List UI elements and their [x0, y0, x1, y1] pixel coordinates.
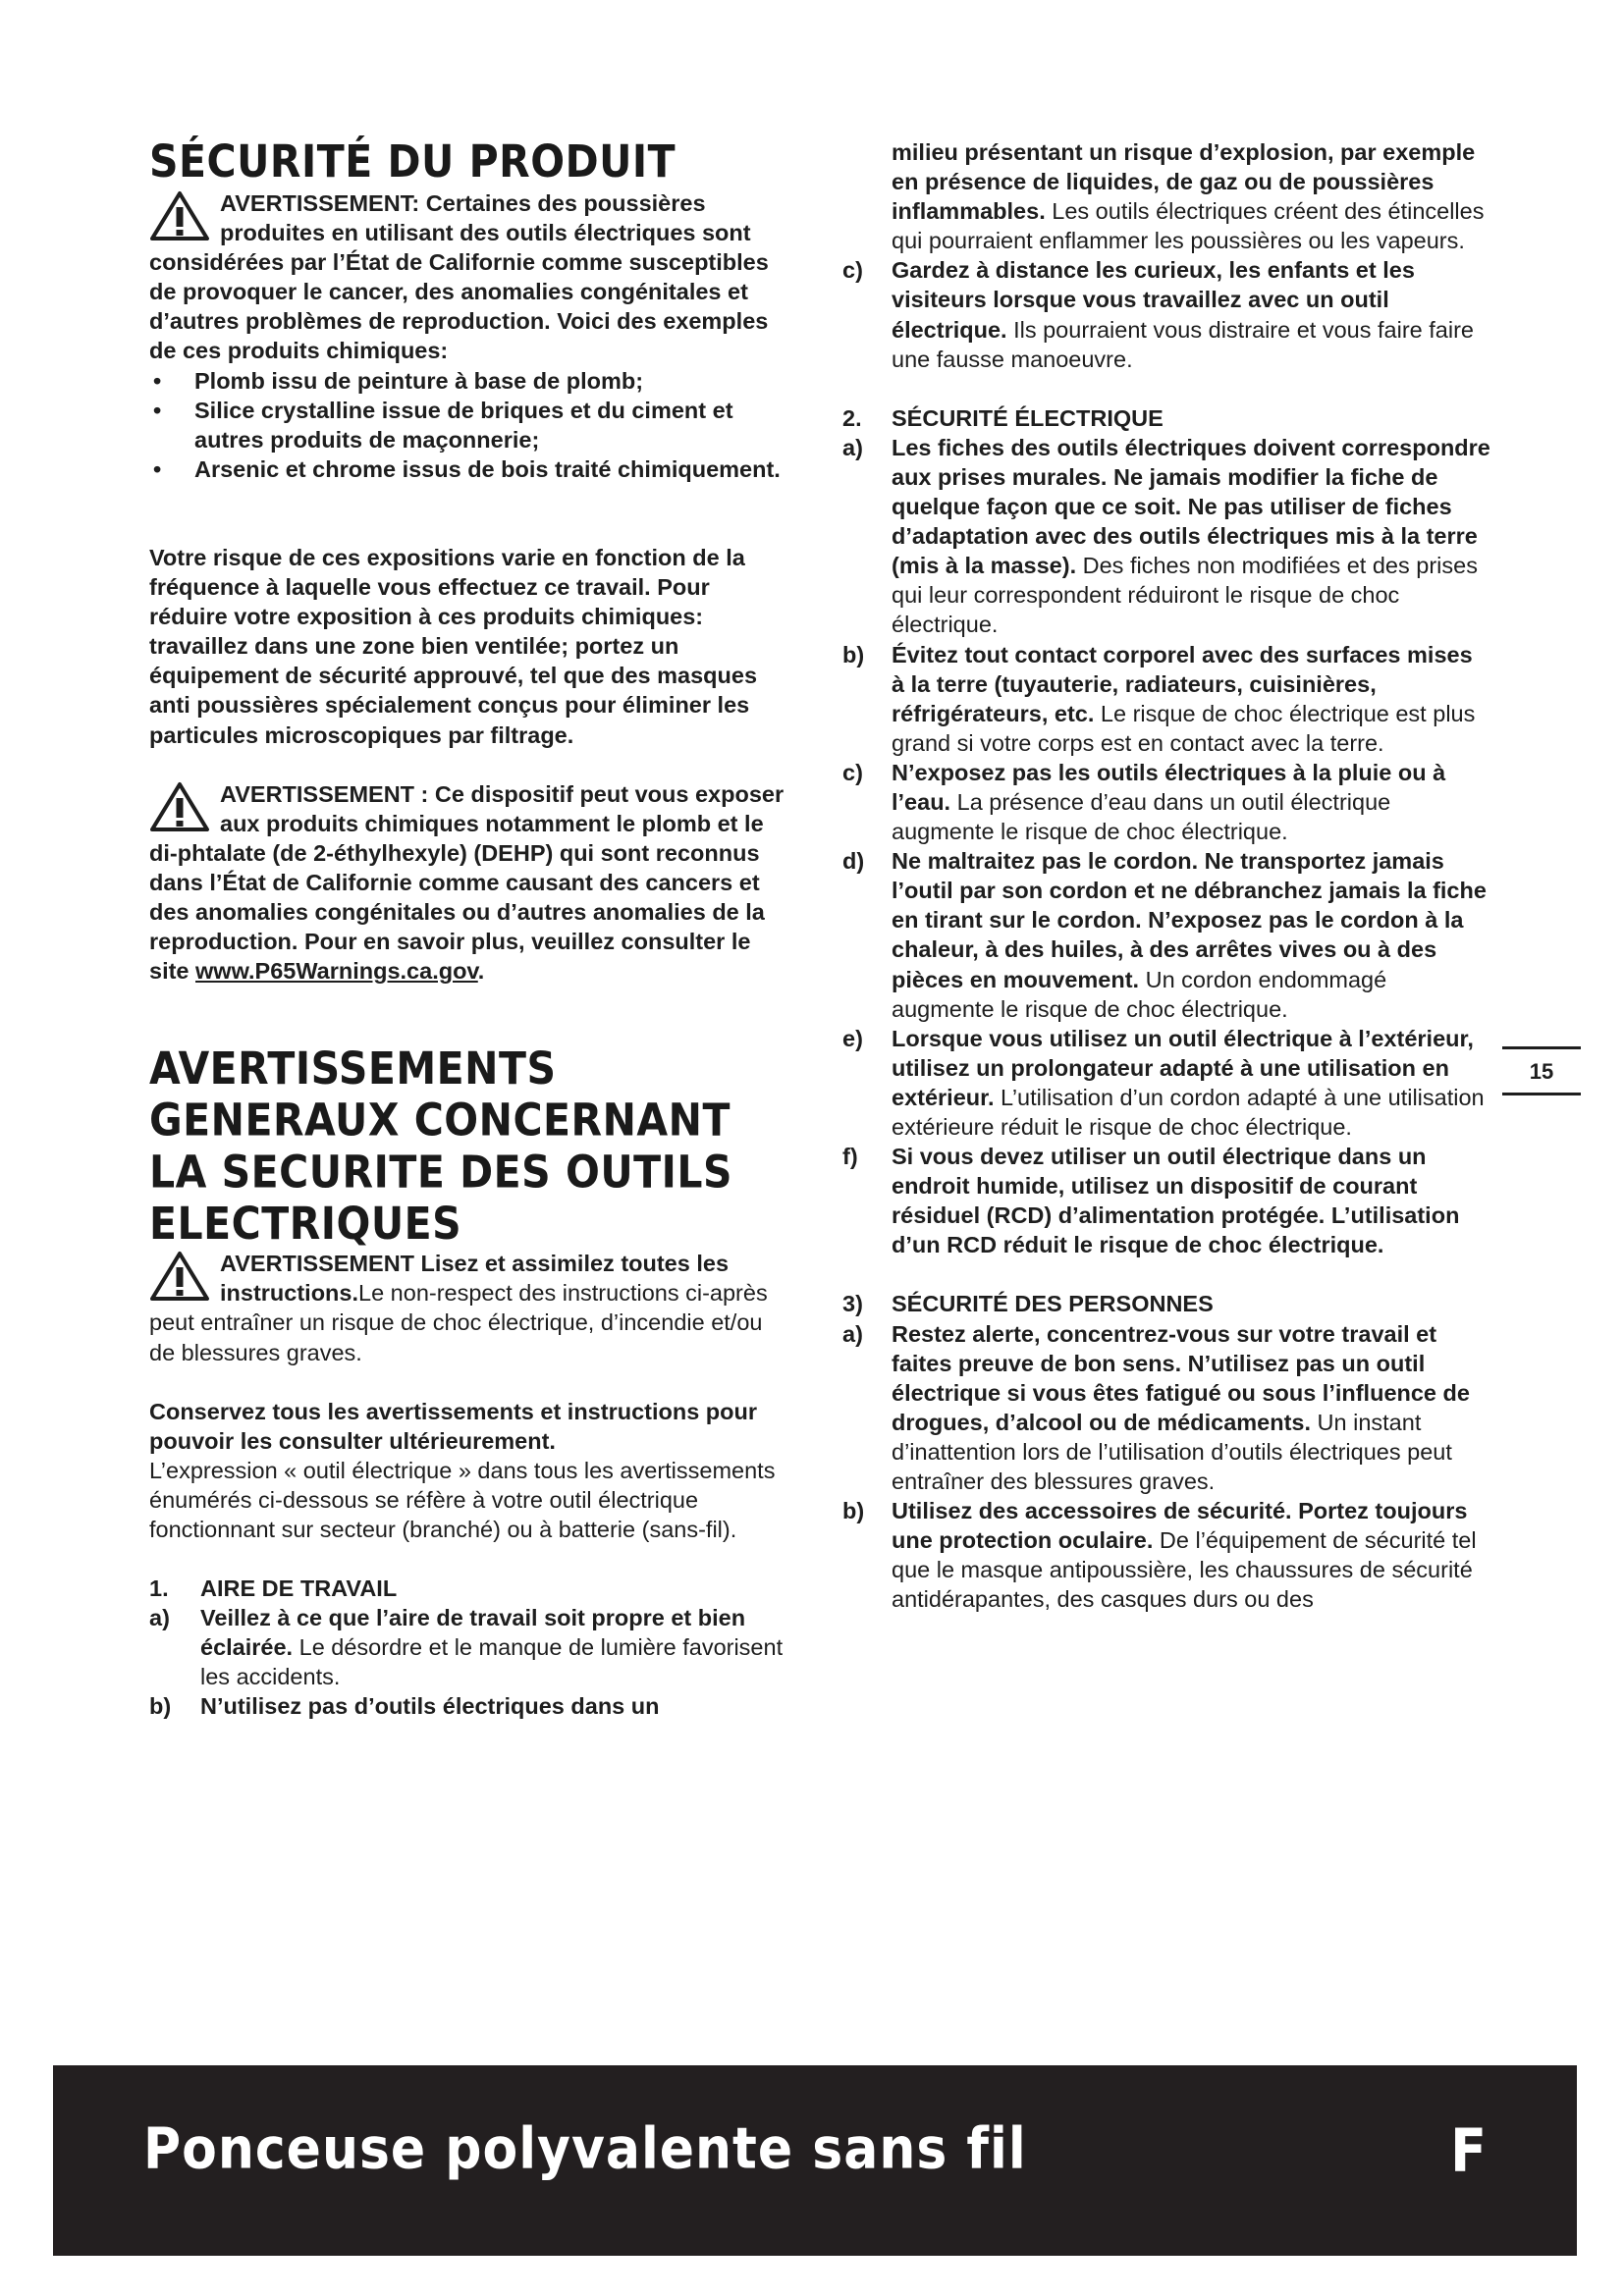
item-text: De l’équipement de sécurité tel que le masque antipoussière, les chaussures de sécurité antidérapantes, des casques durs ou des	[892, 1527, 1477, 1613]
item-text: Ils pourraient vous distraire et vous faire faire une fausse manoeuvre.	[892, 316, 1474, 372]
product-safety-heading: SÉCURITÉ DU PRODUIT	[149, 135, 677, 187]
bullet-mark: •	[153, 397, 162, 423]
section-title: SÉCURITÉ DES PERSONNES	[892, 1291, 1214, 1317]
general-warnings-heading: AVERTISSEMENTS GENERAUX CONCERNANT LA SECURITE DES OUTILS ELECTRIQUES	[149, 1042, 732, 1251]
left-column	[149, 135, 787, 1722]
item-text: Un instant d’inattention lors de l’utilisation d’outils électriques peut entraîner des blessures graves.	[892, 1409, 1452, 1495]
item-text: La présence d’eau dans un outil électrique augmente le risque de choc électrique.	[892, 788, 1391, 845]
item-label: d)	[842, 848, 865, 875]
item-label: b)	[149, 1693, 172, 1720]
item-text: Un cordon endommagé augmente le risque de choc électrique.	[892, 966, 1387, 1022]
item-text: Le risque de choc électrique est plus grand si votre corps est en contact avec la terre.	[892, 700, 1476, 756]
page-number-rule-bottom	[1502, 1093, 1581, 1095]
warning-text-1: AVERTISSEMENT: Certaines des poussières produites en utilisant des outils électriques sont considérées par l’État de Californie comme susceptibles de provoquer le cancer, des anomalies congénitales et d’autres problèmes de reproduction. Voici des exemples de ces produits chimiques:	[149, 190, 769, 364]
list-item	[149, 1691, 787, 1721]
item-label: e)	[842, 1025, 863, 1051]
item-text: Le désordre et le manque de lumière favorisent les accidents.	[200, 1634, 784, 1690]
continued-item	[842, 137, 1490, 255]
page-number: 15	[1529, 1059, 1554, 1084]
item-label: c)	[842, 759, 863, 785]
item-label: f)	[842, 1144, 858, 1170]
item-label: a)	[149, 1605, 170, 1631]
bullet-mark: •	[153, 455, 162, 482]
page-number-block	[1502, 1046, 1581, 1095]
section-3-heading	[842, 1289, 1490, 1318]
item-bold-text: N’exposez pas les outils électriques à la pluie ou à l’eau.	[892, 759, 1446, 815]
exposure-risk-paragraph: Votre risque de ces expositions varie en fonction de la fréquence à laquelle vous effectuez ce travail. Pour réduire votre exposition à ces produits chimiques: travaillez dans une zone bien ventilée; portez un équipement de sécurité approuvé, tel que des masques anti poussières spécialement conçus pour éliminer les particules microscopiques par filtrage.	[149, 544, 758, 748]
item-bold-text: Ne maltraitez pas le cordon. Ne transportez jamais l’outil par son cordon et ne débranchez jamais la fiche en tirant sur le cordon. N’exposez pas le cordon à la chaleur, à des huiles, à des arrêtes vives ou à des pièces en mouvement.	[892, 848, 1487, 992]
list-item	[842, 255, 1490, 373]
item-bold-text: Gardez à distance les curieux, les enfants et les visiteurs lorsque vous travaillez avec un outil électrique.	[892, 257, 1415, 343]
warning-text-2-end: .	[477, 958, 485, 985]
item-text: Des fiches non modifiées et des prises qui leur correspondent réduiront le risque de choc électrique.	[892, 553, 1478, 638]
warning-text-3-bold: AVERTISSEMENT Lisez et assimilez toutes les instructions.	[220, 1251, 730, 1307]
warning-block-1	[149, 188, 787, 366]
item-label: a)	[842, 434, 863, 460]
section-title: AIRE DE TRAVAIL	[200, 1575, 398, 1602]
item-label: b)	[842, 641, 865, 667]
product-title: Ponceuse polyvalente sans fil	[143, 2116, 1027, 2183]
section-2-heading	[842, 403, 1490, 433]
item-bold-text: Restez alerte, concentrez-vous sur votre travail et faites preuve de bon sens. N’utilisez pas un outil électrique si vous êtes fatigué ou sous l’influence de drogues, d’alcool ou de médicaments.	[892, 1320, 1470, 1435]
section-title: SÉCURITÉ ÉLECTRIQUE	[892, 404, 1164, 431]
bullet-text: Plomb issu de peinture à base de plomb;	[194, 367, 644, 394]
keep-instructions-text: L’expression « outil électrique » dans tous les avertissements énumérés ci-dessous se réfère à votre outil électrique fonctionnant sur secteur (branché) ou à batterie (sans-fil).	[149, 1457, 776, 1542]
list-item	[842, 1024, 1490, 1142]
language-code: F	[1450, 2116, 1487, 2186]
list-item	[842, 846, 1490, 1024]
p65-warnings-link[interactable]: www.P65Warnings.ca.gov	[195, 958, 478, 985]
warning-text-3: Le non-respect des instructions ci-après peut entraîner un risque de choc électrique, d’incendie et/ou de blessures graves.	[149, 1280, 768, 1365]
item-bold-text: N’utilisez pas d’outils électriques dans un	[200, 1693, 660, 1720]
footer-banner	[53, 2065, 1577, 2256]
warning-text-2: AVERTISSEMENT : Ce dispositif peut vous exposer aux produits chimiques notamment le plomb et le di-phtalate (de 2-éthylhexyle) (DEHP) qui sont reconnus dans l’État de Californie comme causant des cancers et des anomalies congénitales ou d’autres anomalies de la reproduction. Pour en savoir plus, veuillez consulter le site	[149, 780, 785, 985]
section-1-heading	[149, 1574, 787, 1603]
warning-triangle-icon	[149, 190, 210, 241]
list-item	[149, 1603, 787, 1691]
continued-text: Les outils électriques créent des étincelles qui pourraient enflammer les poussières ou les vapeurs.	[892, 198, 1485, 254]
section-number: 3)	[842, 1291, 863, 1317]
item-bold-text: Si vous devez utiliser un outil électrique dans un endroit humide, utilisez un dispositif de courant résiduel (RCD) d’alimentation protégée. L’utilisation d’un RCD réduit le risque de choc électrique.	[892, 1144, 1460, 1258]
section-number: 1.	[149, 1575, 169, 1602]
item-bold-text: Veillez à ce que l’aire de travail soit propre et bien éclairée.	[200, 1605, 746, 1661]
item-label: a)	[842, 1320, 863, 1347]
item-text: L’utilisation d’un cordon adapté à une utilisation extérieure réduit le risque de choc électrique.	[892, 1084, 1485, 1140]
bullet-item	[149, 396, 787, 454]
right-column	[842, 137, 1490, 1615]
keep-instructions-bold: Conservez tous les avertissements et instructions pour pouvoir les consulter ultérieurement.	[149, 1398, 758, 1454]
list-item	[842, 640, 1490, 758]
item-label: b)	[842, 1498, 865, 1524]
bullet-item	[149, 366, 787, 396]
bullet-item	[149, 454, 787, 484]
bullet-text: Arsenic et chrome issus de bois traité chimiquement.	[194, 455, 781, 482]
list-item	[842, 1142, 1490, 1259]
item-bold-text: Les fiches des outils électriques doivent correspondre aux prises murales. Ne jamais modifier la fiche de quelque façon que ce soit. Ne pas utiliser de fiches d’adaptation avec des outils électriques mis à la terre (mis à la masse).	[892, 434, 1490, 579]
bullet-text: Silice crystalline issue de briques et du ciment et autres produits de maçonnerie;	[194, 397, 733, 453]
item-bold-text: Évitez tout contact corporel avec des surfaces mises à la terre (tuyauterie, radiateurs, cuisinières, réfrigérateurs, etc.	[892, 641, 1473, 726]
bullet-mark: •	[153, 367, 162, 394]
warning-block-3	[149, 1249, 787, 1366]
warning-triangle-icon	[149, 1251, 210, 1302]
section-number: 2.	[842, 404, 862, 431]
warning-triangle-icon	[149, 781, 210, 832]
item-label: c)	[842, 257, 863, 284]
warning-block-2	[149, 779, 787, 987]
continued-bold-text: milieu présentant un risque d’explosion, par exemple en présence de liquides, de gaz ou de poussières inflammables.	[892, 139, 1476, 225]
list-item	[842, 433, 1490, 640]
list-item	[842, 758, 1490, 846]
list-item	[842, 1319, 1490, 1497]
item-bold-text: Utilisez des accessoires de sécurité. Portez toujours une protection oculaire.	[892, 1498, 1468, 1554]
item-bold-text: Lorsque vous utilisez un outil électrique à l’extérieur, utilisez un prolongateur adapté à une utilisation en extérieur.	[892, 1025, 1474, 1110]
list-item	[842, 1496, 1490, 1614]
